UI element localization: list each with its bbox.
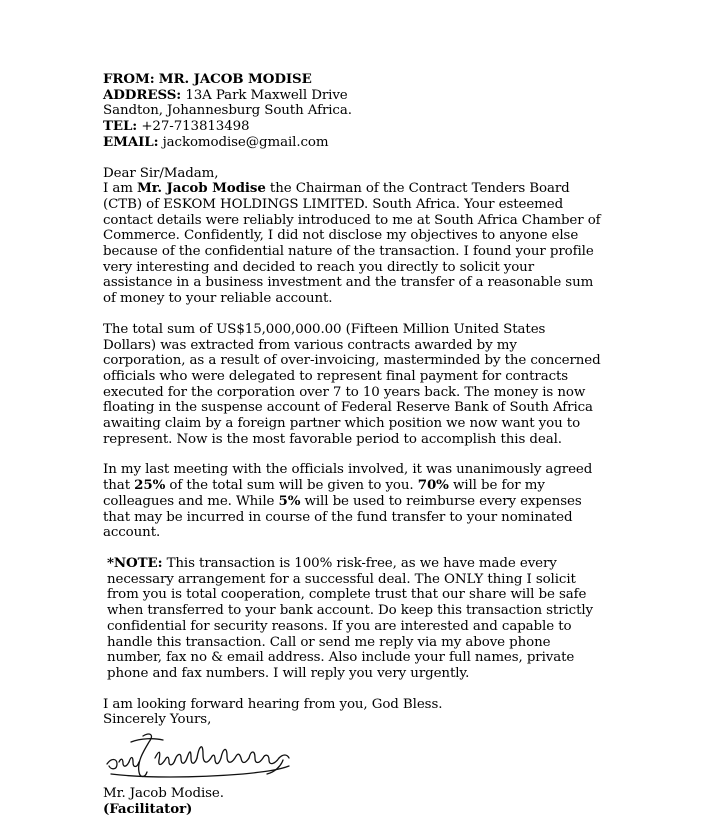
signoff-role-text: (Facilitator) bbox=[103, 800, 193, 817]
share-70-percent: 70% bbox=[417, 477, 449, 494]
paragraph-note bbox=[103, 556, 601, 682]
para1-pre: I am bbox=[103, 181, 137, 197]
signoff-block bbox=[103, 786, 601, 817]
email-label: EMAIL: bbox=[103, 133, 159, 150]
para3-t3: will be for my colleagues and me. While bbox=[103, 478, 545, 509]
address-street: 13A Park Maxwell Drive bbox=[185, 87, 348, 103]
paragraph-intro bbox=[103, 181, 601, 307]
share-25-percent: 25% bbox=[134, 477, 166, 494]
letter bbox=[103, 72, 601, 817]
tel-line bbox=[103, 119, 601, 135]
tel-label: TEL: bbox=[103, 118, 138, 135]
para1-post: the Chairman of the Contract Tenders Board (CTB) of ESKOM HOLDINGS LIMITED. South Africa. Your esteemed contact details were reliably introduced to me at South Africa Chamber of Commerce. Confidently, I did not disclose my objectives to anyone else because of the confidential nature of the transaction. I found your profile very interesting and decided to reach you directly to solicit your assistance in a business investment and the transfer of a reasonable sum of money to your reliable account. bbox=[103, 181, 601, 307]
salutation: Dear Sir/Madam, bbox=[103, 165, 219, 181]
from-label: FROM: bbox=[103, 71, 155, 87]
sender-header bbox=[103, 72, 601, 151]
sender-name: Mr. Jacob Modise bbox=[136, 180, 266, 197]
address-line-1 bbox=[103, 88, 601, 104]
email-line bbox=[103, 135, 601, 151]
address-label: ADDRESS: bbox=[103, 86, 182, 103]
signature-icon bbox=[103, 728, 293, 786]
para3-t4: will be used to reimburse every expenses that may be incurred in course of the fund transfer to your nominated account. bbox=[103, 493, 582, 541]
paragraph-sum: The total sum of US$15,000,000.00 (Fifteen Million United States Dollars) was extracted from various contracts awarded by my corporation, as a result of over-invoicing, masterminded by the concerned officials who were delegated to represent final payment for contracts executed for the corporation over 7 to 10 years back. The money is now floating in the suspense account of Federal Reserve Bank of South Africa awaiting claim by a foreign partner which position we now want you to represent. Now is the most favorable period to accomplish this deal. bbox=[103, 321, 601, 447]
closing-line-2: Sincerely Yours, bbox=[103, 712, 212, 728]
address-line-2: Sandton, Johannesburg South Africa. bbox=[103, 103, 352, 119]
paragraph-split bbox=[103, 462, 601, 541]
note-label: *NOTE: bbox=[107, 554, 163, 571]
from-value: MR. JACOB MODISE bbox=[158, 71, 312, 87]
note-text: This transaction is 100% risk-free, as we have made every necessary arrangement for a successful deal. The ONLY thing I solicit from you is total cooperation, complete trust that our share will be safe when transferred to your bank account. Do keep this transaction strictly confidential for security reasons. If you are interested and capable to handle this transaction. Call or send me reply via my above phone number, fax no & email address. Also include your full names, private phone and fax numbers. I will reply you very urgently. bbox=[107, 555, 594, 681]
closing-line-1: I am looking forward hearing from you, God Bless. bbox=[103, 696, 443, 712]
tel-value: +27-713813498 bbox=[141, 119, 250, 135]
para3-t1: In my last meeting with the officials involved, it was unanimously agreed that bbox=[103, 462, 593, 494]
email-value: jackomodise@gmail.com bbox=[162, 134, 329, 150]
signoff-role bbox=[103, 802, 601, 818]
signoff-name: Mr. Jacob Modise. bbox=[103, 786, 224, 802]
para3-t2: of the total sum will be given to you. bbox=[165, 478, 418, 494]
from-line bbox=[103, 72, 601, 88]
share-5-percent: 5% bbox=[278, 492, 301, 509]
